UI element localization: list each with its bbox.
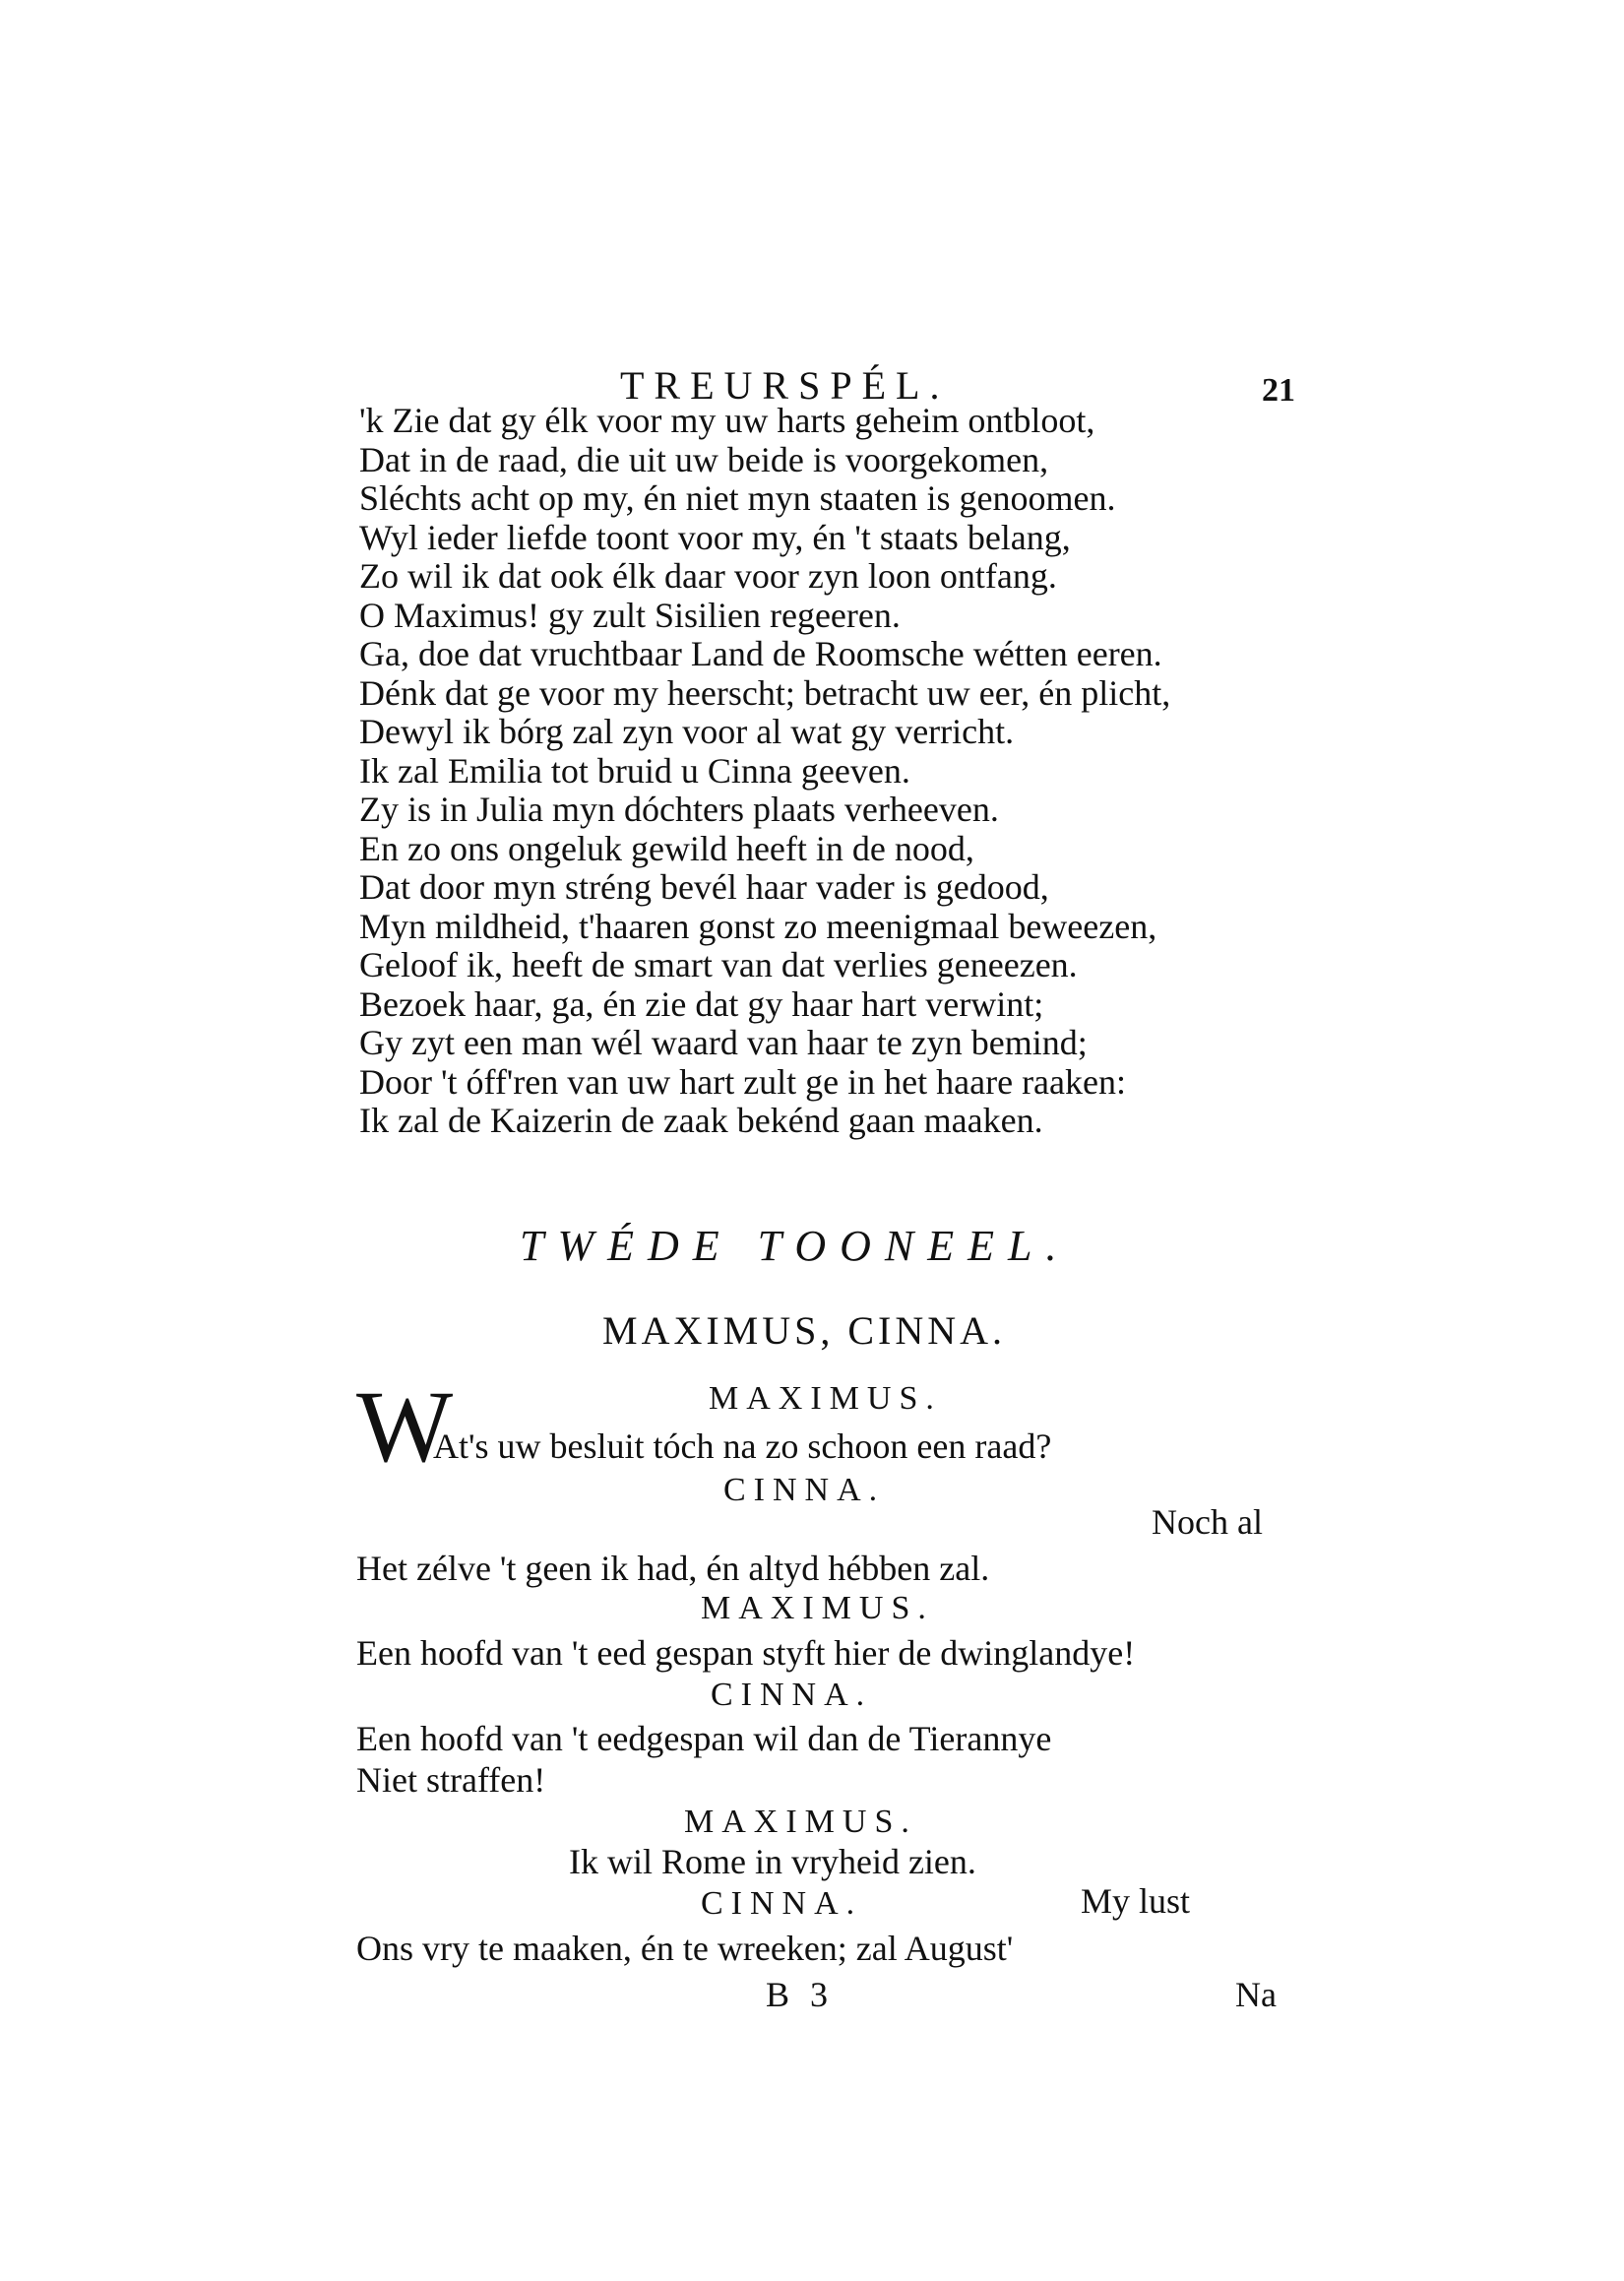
page-number: 21 — [1262, 372, 1295, 409]
dialogue-line: Het zélve 't geen ik had, én altyd hébben zal. — [356, 1549, 990, 1588]
speaker-heading: MAXIMUS. — [684, 1804, 917, 1840]
dialogue-line: Ons vry te maaken, én te wreeken; zal August' — [356, 1929, 1014, 1968]
verse-line: Bezoek haar, ga, én zie dat gy haar hart verwint; — [359, 983, 1044, 1024]
running-title: TREURSPÉL. — [620, 363, 950, 408]
dialogue-line: Ik wil Rome in vryheid zien. — [569, 1842, 976, 1881]
verse-line: Ga, doe dat vruchtbaar Land de Roomsche wétten eeren. — [359, 634, 1162, 673]
dialogue-line: At's uw besluit tóch na zo schoon een raad? — [433, 1426, 1052, 1466]
verse-line: Dewyl ik bórg zal zyn voor al wat gy verricht. — [359, 712, 1015, 751]
verse-line: O Maximus! gy zult Sisilien regeeren. — [359, 595, 901, 635]
scene-cast: MAXIMUS, CINNA. — [602, 1308, 1007, 1353]
verse-line: Wyl ieder liefde toont voor my, én 't staats belang, — [359, 517, 1071, 557]
verse-line: Dat door myn stréng bevél haar vader is gedood, — [359, 867, 1049, 907]
speaker-heading: CINNA. — [701, 1885, 863, 1922]
verse-line: Gy zyt een man wél waard van haar te zyn bemind; — [359, 1023, 1088, 1062]
verse-line: Zy is in Julia myn dóchters plaats verheeven. — [359, 790, 999, 829]
dialogue-line: Een hoofd van 't eed gespan styft hier de dwinglandye! — [356, 1633, 1136, 1673]
speaker-heading: CINNA. — [723, 1472, 886, 1508]
verse-line: Door 't óff'ren van uw hart zult ge in het haare raaken: — [359, 1061, 1126, 1102]
scene-title: TWÉDE TOONEEL. — [520, 1222, 1071, 1270]
speaker-heading: MAXIMUS. — [709, 1380, 942, 1417]
verse-line: Dat in de raad, die uit uw beide is voorgekomen, — [359, 439, 1049, 479]
speaker-heading: MAXIMUS. — [701, 1590, 934, 1626]
verse-line: Ik zal de Kaizerin de zaak bekénd gaan maaken. — [359, 1101, 1043, 1140]
verse-line: Sléchts acht op my, én niet myn staaten is genoomen. — [359, 478, 1116, 518]
verse-line: Myn mildheid, t'haaren gonst zo meenigmaal beweezen, — [359, 906, 1157, 946]
dialogue-line: Niet straffen! — [356, 1760, 546, 1800]
dialogue-line: Een hoofd van 't eedgespan wil dan de Tierannye — [356, 1719, 1052, 1758]
verse-line: 'k Zie dat gy élk voor my uw harts geheim ontbloot, — [359, 401, 1095, 440]
drop-cap: W — [356, 1370, 454, 1484]
verse-block — [359, 402, 1170, 1141]
signature-mark: B 3 — [766, 1975, 835, 2014]
speaker-heading: CINNA. — [711, 1677, 873, 1713]
dialogue-line: My lust — [1081, 1881, 1191, 1921]
verse-line: Geloof ik, heeft de smart van dat verlies geneezen. — [359, 945, 1078, 984]
catchword: Na — [1235, 1975, 1277, 2014]
verse-line: Zo wil ik dat ook élk daar voor zyn loon ontfang. — [359, 556, 1057, 596]
dialogue-line: Noch al — [1152, 1502, 1263, 1542]
verse-line: En zo ons ongeluk gewild heeft in de nood, — [359, 828, 974, 868]
verse-line: Dénk dat ge voor my heerscht; betracht uw eer, én plicht, — [359, 672, 1171, 713]
verse-line: Ik zal Emilia tot bruid u Cinna geeven. — [359, 750, 910, 791]
